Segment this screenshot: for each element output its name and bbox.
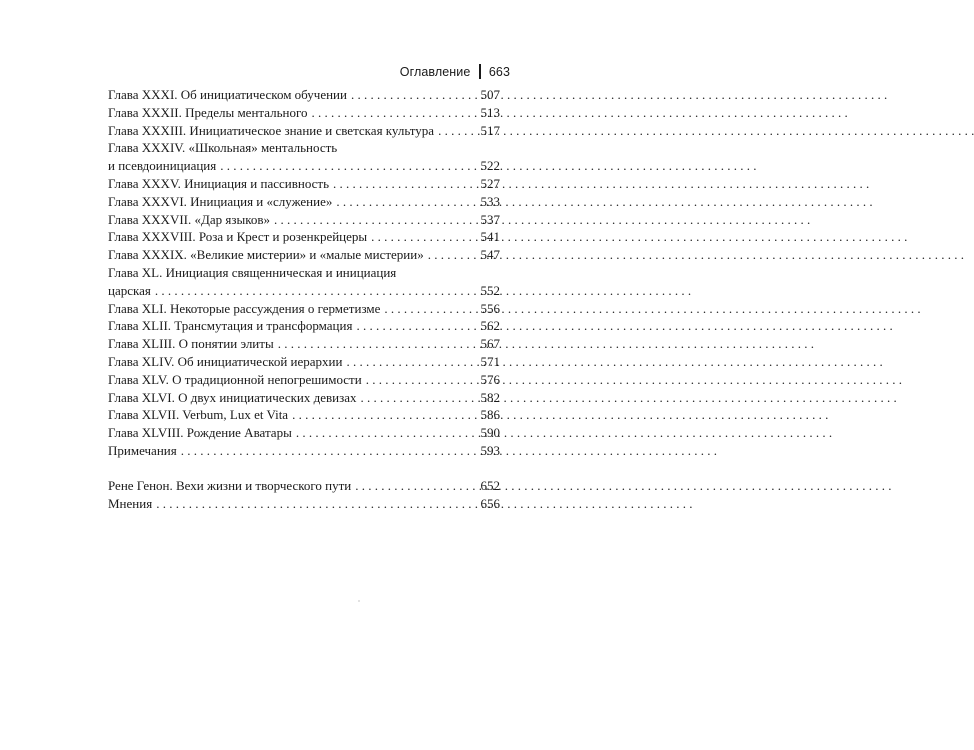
section-title: Оглавление: [399, 64, 471, 79]
toc-entry[interactable]: [108, 353, 500, 371]
toc-entry-row: [108, 193, 500, 211]
toc-entry-row: [108, 406, 500, 424]
toc-entry-title: Глава XXXII. Пределы ментального: [108, 104, 308, 120]
toc-entry[interactable]: [108, 193, 500, 211]
toc-entry-row: [108, 282, 500, 300]
toc-entry[interactable]: [108, 139, 500, 175]
toc-entry-row: [108, 495, 500, 513]
dot-leader: [352, 317, 480, 335]
toc-entry-page: 582: [480, 389, 500, 405]
dot-leader: [332, 193, 480, 211]
toc-entry-row: [108, 86, 500, 104]
running-head: [400, 64, 510, 79]
toc-entry[interactable]: [108, 389, 500, 407]
toc-entry-title: Глава XXXVIII. Роза и Крест и розенкрейцеры: [108, 229, 368, 245]
dot-leader: [152, 495, 480, 513]
dot-leader: [380, 300, 480, 318]
dot-leader: [347, 86, 481, 104]
header-divider: [479, 64, 480, 79]
toc-entry-page: 537: [480, 211, 500, 227]
toc-entry-row: [108, 317, 500, 335]
toc-entry-row: [108, 335, 500, 353]
dot-leader: [351, 477, 480, 495]
toc-entry[interactable]: [108, 264, 500, 300]
toc-entry[interactable]: [108, 228, 500, 246]
toc-entry-page: 541: [480, 229, 500, 245]
paper-speck: [358, 600, 360, 602]
toc-entry-page: 507: [480, 87, 500, 102]
toc-entry-title: Глава XLII. Трансмутация и трансформация: [108, 318, 353, 334]
toc-entry-title: Глава XXXV. Инициация и пассивность: [108, 175, 330, 191]
toc-entry-page: 567: [480, 336, 500, 352]
toc-entry-title: Рене Генон. Вехи жизни и творческого пути: [108, 477, 352, 493]
toc-entry-title: Глава XLVII. Verbum, Lux et Vita: [108, 407, 289, 423]
toc-entry[interactable]: [108, 300, 500, 318]
toc-entry-row: [108, 300, 500, 318]
toc-entry-page: 513: [480, 104, 500, 120]
dot-leader: [177, 442, 481, 460]
toc-entry-row: [108, 104, 500, 122]
toc-entry-row: [108, 228, 500, 246]
toc-entry-row: [108, 389, 500, 407]
toc-entry-row: [108, 122, 500, 140]
toc-entry-page: 547: [480, 247, 500, 263]
toc-entry[interactable]: [108, 246, 500, 264]
toc-entry-row: [108, 424, 500, 442]
toc-entry-title: Глава XLIV. Об инициатической иерархии: [108, 353, 343, 369]
toc-entry-title: Мнения: [108, 495, 153, 511]
dot-leader: [362, 371, 481, 389]
dot-leader: [216, 157, 480, 175]
toc-entry[interactable]: [108, 317, 500, 335]
toc-entry[interactable]: [108, 86, 500, 104]
dot-leader: [292, 424, 481, 442]
toc-entry[interactable]: [108, 442, 500, 460]
dot-leader: [151, 282, 481, 300]
toc-entry[interactable]: [108, 122, 500, 140]
toc-entry-page: 517: [480, 122, 500, 138]
toc-entry-row: [108, 442, 500, 460]
toc-entry-title: царская: [108, 282, 151, 298]
toc-entry-title: Глава XLI. Некоторые рассуждения о герметизме: [108, 300, 381, 316]
toc-entry-row: [108, 157, 500, 175]
dot-leader: [357, 389, 481, 407]
toc-entry-title: Глава XXXVI. Инициация и «служение»: [108, 193, 333, 209]
toc-chapter-list: [108, 86, 500, 460]
dot-leader: [308, 104, 481, 122]
toc-entry[interactable]: [108, 424, 500, 442]
toc-entry-row: [108, 175, 500, 193]
toc-back-matter-list: [108, 477, 500, 513]
toc-entry-page: 571: [480, 353, 500, 369]
toc-entry[interactable]: [108, 104, 500, 122]
toc-entry-title: Примечания: [108, 442, 177, 458]
dot-leader: [329, 175, 480, 193]
toc-entry[interactable]: [108, 175, 500, 193]
toc-entry-title: Глава XLIII. О понятии элиты: [108, 336, 274, 352]
toc-entry-title: Глава XLVI. О двух инициатических девизах: [108, 389, 357, 405]
section-gap: [108, 460, 500, 477]
page-number: 663: [488, 64, 510, 79]
toc-entry-page: 586: [480, 407, 500, 423]
toc-entry-page: 656: [480, 495, 500, 511]
dot-leader: [367, 228, 480, 246]
toc-entry-title: Глава XLV. О традиционной непогрешимости: [108, 371, 362, 387]
toc-entry-title-line: Глава XXXIV. «Школьная» ментальность: [108, 140, 338, 156]
toc-entry-title: и псевдоинициация: [108, 158, 217, 174]
toc-entry-page: 527: [480, 175, 500, 191]
toc-entry-page: 552: [480, 282, 500, 298]
toc-entry-page: 590: [480, 425, 500, 441]
toc-entry[interactable]: [108, 371, 500, 389]
toc-entry-row: [108, 353, 500, 371]
toc-entry-page: 522: [480, 158, 500, 174]
toc-entry-page: 556: [480, 300, 500, 316]
toc-entry-page: 576: [480, 371, 500, 387]
toc-entry-row: [108, 371, 500, 389]
dot-leader: [434, 122, 480, 140]
dot-leader: [424, 246, 481, 264]
dot-leader: [288, 406, 480, 424]
toc-entry[interactable]: [108, 477, 500, 495]
toc-entry[interactable]: [108, 211, 500, 229]
dot-leader: [270, 211, 480, 229]
toc-entry-title: Глава XXXI. Об инициатическом обучении: [108, 87, 347, 102]
toc-entry-title: Глава XLVIII. Рождение Аватары: [108, 425, 292, 441]
toc-entry-row: [108, 246, 500, 264]
toc-entry-title: Глава XXXIX. «Великие мистерии» и «малые мистерии»: [108, 247, 424, 263]
table-of-contents: [108, 86, 500, 512]
toc-entry[interactable]: [108, 406, 500, 424]
toc-entry[interactable]: [108, 495, 500, 513]
toc-entry-page: 533: [480, 193, 500, 209]
toc-entry-title: Глава XXXVII. «Дар языков»: [108, 211, 271, 227]
toc-entry-row: [108, 211, 500, 229]
toc-entry-page: 562: [480, 318, 500, 334]
toc-entry-page: 593: [480, 442, 500, 458]
toc-entry[interactable]: [108, 335, 500, 353]
toc-entry-title-line: Глава XL. Инициация священническая и инициация: [108, 264, 397, 280]
toc-entry-title: Глава XXXIII. Инициатическое знание и светская культура: [108, 122, 435, 138]
toc-entry-page: 652: [480, 477, 500, 493]
dot-leader: [274, 335, 481, 353]
toc-entry-row: [108, 477, 500, 495]
dot-leader: [342, 353, 480, 371]
